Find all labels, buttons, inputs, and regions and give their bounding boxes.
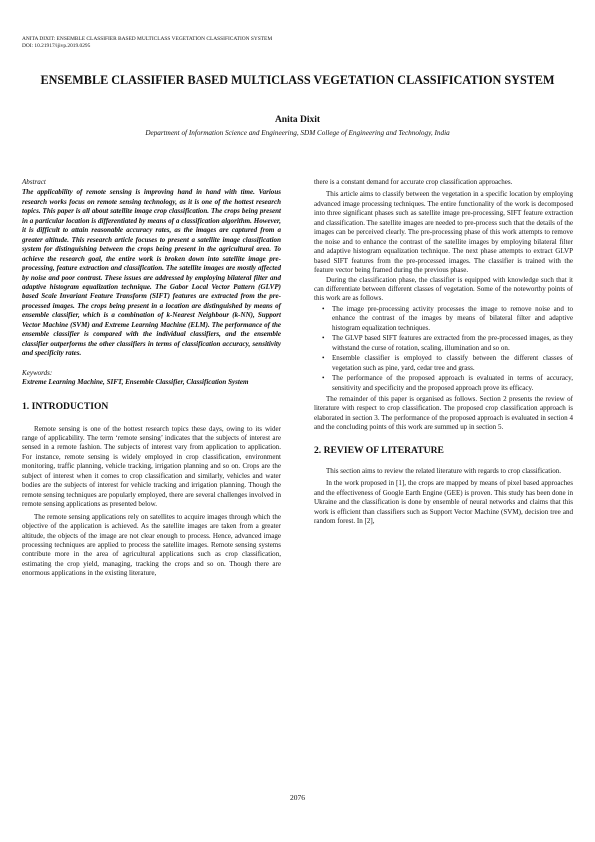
list-item [314, 334, 573, 353]
list-item-text: The image pre-processing activity processes the image to remove noise and to enhance the contrast of the images by means of bilateral filter and adaptive histogram equalization techniques. [332, 304, 573, 332]
author-name: Anita Dixit [274, 115, 321, 125]
abstract-heading: Abstract [22, 178, 46, 186]
running-header-title: ANITA DIXIT: ENSEMBLE CLASSIFIER BASED MULTICLASS VEGETATION CLASSIFICATION SYSTEM [22, 36, 273, 42]
abstract-text: The applicability of remote sensing is improving hand in hand with time. Various research works focus on remote sensing technology, as it is one of the hottest research topics. This paper is all about satellite image crop classification. The crops being present in a particular location is differentiated by means of a classification algorithm. However, it is difficult to attain reasonable accuracy rates, as the images are captured from a greater altitude. This research article focuses to present a satellite image classification system for distinguishing between the crops being present in the agricultural area. To achieve the research goal, the entire work is broken down into satellite image pre-processing, feature extraction and classification. The satellite images are mostly affected by noise and poor contrast. These issues are addressed by employing bilateral filter and adaptive histogram equalization technique. The Gabor Local Vector Pattern (GLVP) based Scale Invariant Feature Transform (SIFT) features are extracted from the pre-processed images. The crops being present in a location are distinguished by means of ensemble classifier, which is a combination of k-Nearest Neighbour (k-NN), Support Vector Machine (SVM) and Extreme Learning Machine (ELM). The performance of the ensemble classifier is compared with the individual classifiers, and the ensemble classifier outperforms the other classifiers in terms of classification accuracy, sensitivity and specificity rates. [22, 188, 281, 358]
keywords-text: Extreme Learning Machine, SIFT, Ensemble Classifier, Classification System [22, 378, 249, 387]
list-item [314, 305, 573, 333]
literature-paragraph: This section aims to review the related literature with regards to crop classification. [326, 466, 562, 475]
intro-paragraph: During the classification phase, the classifier is equipped with knowledge such that it can differentiate between different classes of vegetation. Some of the noteworthy points of this work are as follows. [314, 275, 573, 303]
running-header-doi: DOI: 10.21917/ijivp.2019.0295 [22, 43, 91, 49]
section-heading-literature: 2. REVIEW OF LITERATURE [314, 444, 444, 456]
intro-paragraph: The remainder of this paper is organised as follows. Section 2 presents the review of literature with respect to crop classification. The proposed crop classification approach is elaborated in section 3. The performance of the proposed approach is evaluated in section 4 and the concluding points of this work are summed up in section 5. [314, 394, 573, 432]
list-item-text: The performance of the proposed approach is evaluated in terms of accuracy, sensitivity and specificity and the proposed approach prove its efficacy. [332, 374, 573, 392]
intro-paragraph: there is a constant demand for accurate crop classification approaches. [314, 178, 513, 186]
list-item [314, 354, 573, 373]
right-column [314, 178, 573, 527]
literature-paragraph: In the work proposed in [1], the crops are mapped by means of pixel based approaches and the effectiveness of Google Earth Engine (GEE) is proven. This study has been done in Ukraine and the classification is done by ensemble of neural networks and claims that this work is efficient than classifiers such as Support Vector Machine (SVM), decision tree and random forest. In [2], [314, 479, 573, 526]
contributions-list [314, 305, 573, 393]
section-heading-introduction: 1. INTRODUCTION [22, 400, 109, 412]
intro-paragraph: Remote sensing is one of the hottest research topics these days, owing to its wider range of applicability. The term ‘remote sensing’ indicates that the subjects of interest are sensed in a remote fashion. The subjects of interest vary from application to application. For instance, remote sensing is widely employed in crop classification, environment monitoring, traffic planning, vehicle tracking, irrigation planning and so on. Crops are the subject of interest when it comes to crop classification and similarly, vehicles and water bodies are the subjects of interest for vehicle tracking and irrigation planning. Though the remote sensing techniques are popularly employed, there are several challenges involved in remote sensing applications as presented below. [22, 424, 281, 509]
list-item-text: The GLVP based SIFT features are extracted from the pre-processed images, as they withstand the curse of rotation, scaling, illumination and so on. [332, 334, 573, 352]
keywords-heading: Keywords: [22, 368, 53, 377]
list-item-text: Ensemble classifier is employed to classify between the different classes of vegetation such as pine, yard, cedar tree and grass. [332, 354, 573, 372]
bullet-icon: • [322, 354, 325, 363]
intro-paragraph: The remote sensing applications rely on satellites to acquire images through which the objective of the application is achieved. As the satellite images are taken from a greater altitude, the objects of the image are not clear enough to process. Hence, advanced image processing techniques are applied to process the satellite images. Remote sensing systems contribute more in the area of agricultural applications such as crop classification, estimating the crop yield, managing, tracking the crops and so on. Though there are enormous applications in the existing literature, [22, 512, 281, 578]
bullet-icon: • [322, 304, 325, 313]
left-column [22, 178, 281, 579]
paper-title: ENSEMBLE CLASSIFIER BASED MULTICLASS VEGETATION CLASSIFICATION SYSTEM [40, 73, 555, 87]
bullet-icon: • [322, 374, 325, 383]
author-affiliation: Department of Information Science and Engineering, SDM College of Engineering and Technology, India [145, 129, 450, 137]
page-number: 2076 [290, 793, 305, 802]
bullet-icon: • [322, 334, 325, 343]
list-item [314, 374, 573, 393]
intro-paragraph: This article aims to classify between the vegetation in a specific location by employing advanced image processing techniques. The entire functionality of the work is decomposed into three significant phases such as satellite image pre-processing, SIFT feature extraction and classification. The satellite images are needed to pre-process such that the details of the images can be perceived clearly. The pre-processing phase of this work attempts to remove the noise and to enhance the contrast of the satellite images by employing bilateral filter and adaptive histogram equalization technique. The next phase attempts to extract GLVP based SIFT features from the pre-processed images. The classifier is trained with the feature vector being framed during the previous phase. [314, 190, 573, 275]
running-header [22, 36, 272, 50]
